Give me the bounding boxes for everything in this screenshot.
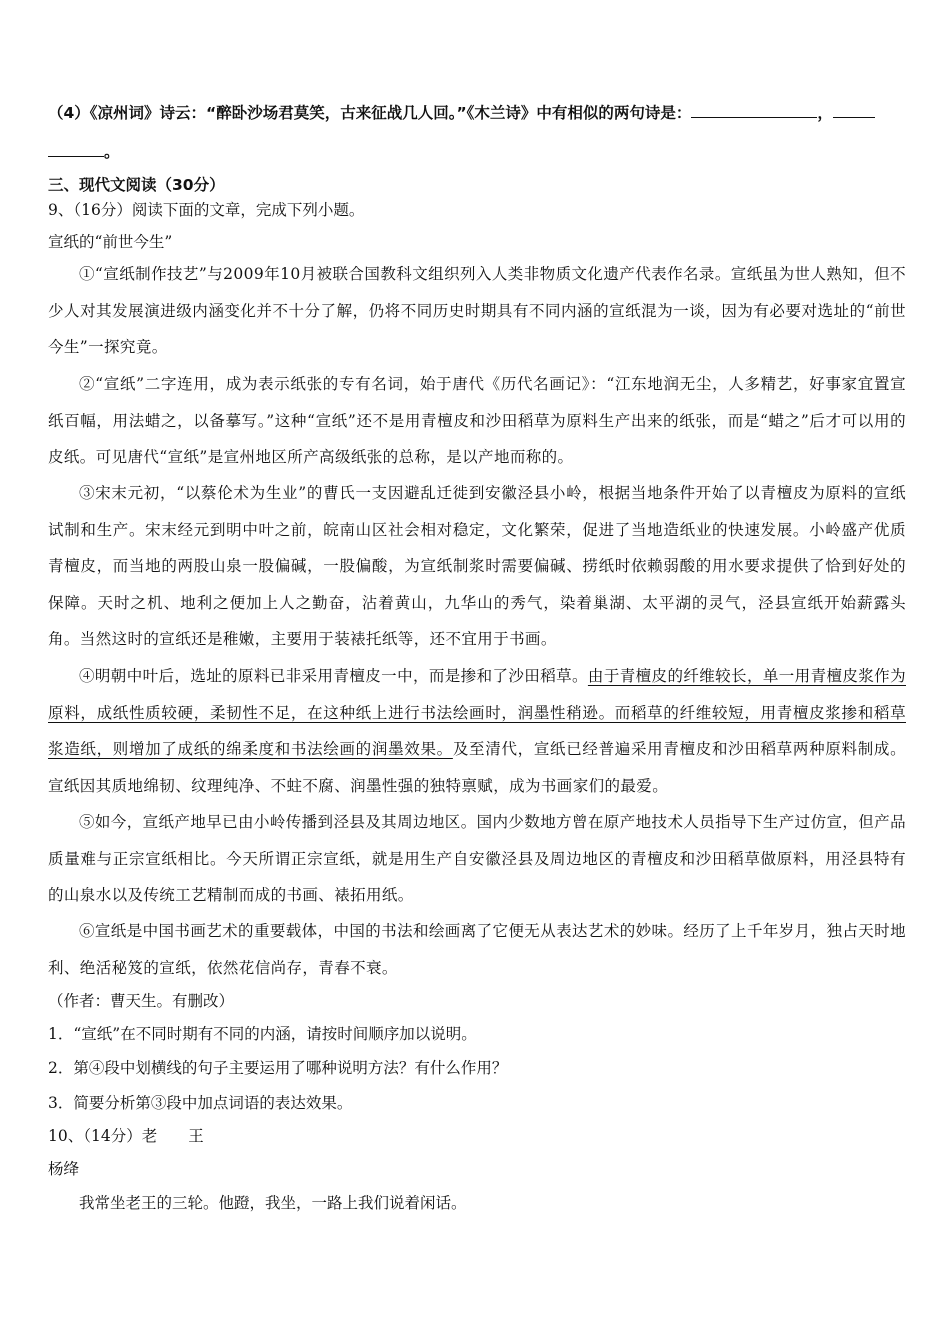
question-3: 3．简要分析第③段中加点词语的表达效果。 (48, 1094, 353, 1112)
q4-text: （4）《凉州词》诗云：“醉卧沙场君莫笑，古来征战几人回。”《木兰诗》中有相似的两句诗是： (48, 104, 692, 122)
paragraph-6: ⑥宣纸是中国书画艺术的重要载体，中国的书法和绘画离了它便无从表达艺术的妙味。经历了上千年岁月，独占天时地利、绝活秘笈的宣纸，依然花信尚存，青春不衰。 (48, 922, 906, 977)
q4-end: 。 (104, 143, 120, 161)
paragraph-1: ①“宣纸制作技艺”与2009年10月被联合国教科文组织列入人类非物质文化遗产代表作名录。宣纸虽为世人熟知，但不少人对其发展演进级内涵变化并不十分了解，仍将不同历史时期具有不同内涵的宣纸混为一谈，因为有必要对选址的“前世今生”一探究竟。 (48, 265, 906, 356)
q4-line (48, 103, 906, 123)
paragraph-4-intro: ④明朝中叶后，选址的原料已非采用青檀皮一中，而是掺和了沙田稻草。 (79, 667, 588, 685)
q9-intro: 9、（16分）阅读下面的文章，完成下列小题。 (48, 201, 365, 219)
q10-paragraph-1: 我常坐老王的三轮。他蹬，我坐，一路上我们说着闲话。 (79, 1194, 467, 1212)
paragraph-5: ⑤如今，宣纸产地早已由小岭传播到泾县及其周边地区。国内少数地方曾在原产地技术人员指导下生产过仿宣，但产品质量难与正宗宣纸相比。今天所谓正宗宣纸，就是用生产自安徽泾县及周边地区的青檀皮和沙田稻草做原料，用泾县特有的山泉水以及传统工艺精制而成的书画、裱拓用纸。 (48, 813, 906, 904)
answer-blank-1[interactable] (691, 103, 817, 118)
q10-intro: 10、（14分）老 王 (48, 1127, 204, 1145)
answer-blank-2a[interactable] (833, 103, 875, 118)
paragraph-2: ②“宣纸”二字连用，成为表示纸张的专有名词，始于唐代《历代名画记》：“江东地润无尘，人多精艺，好事家宜置宣纸百幅，用法蜡之，以备摹写。”这种“宣纸”还不是用青檀皮和沙田稻草为原料生产出来的纸张，而是“蜡之”后才可以用的皮纸。可见唐代“宣纸”是宣州地区所产高级纸张的总称，是以产地而称的。 (48, 375, 906, 466)
q10-author: 杨绛 (48, 1160, 80, 1178)
question-1: 1．“宣纸”在不同时期有不同的内涵，请按时间顺序加以说明。 (48, 1025, 477, 1043)
paragraph-4 (48, 658, 906, 804)
section-heading: 三、现代文阅读（30分） (48, 176, 225, 194)
article-title: 宣纸的“前世今生” (48, 233, 173, 251)
article-source: （作者：曹天生。有删改） (48, 992, 235, 1010)
paragraph-3: ③宋末元初，“以蔡伦术为生业”的曹氏一支因避乱迁徙到安徽泾县小岭，根据当地条件开始了以青檀皮为原料的宣纸试制和生产。宋末经元到明中叶之前，皖南山区社会相对稳定，文化繁荣，促进了当地造纸业的快速发展。小岭盛产优质青檀皮，而当地的两股山泉一股偏碱，一股偏酸，为宣纸制浆时需要偏碱、捞纸时依赖弱酸的用水要求提供了恰到好处的保障。天时之机、地利之便加上人之勤奋，沾着黄山，九华山的秀气，染着巢湖、太平湖的灵气，泾县宣纸开始薪露头角。当然这时的宣纸还是稚嫩，主要用于装裱托纸等，还不宜用于书画。 (48, 484, 906, 648)
question-2: 2．第④段中划横线的句子主要运用了哪种说明方法？有什么作用？ (48, 1059, 508, 1077)
answer-blank-2b[interactable] (48, 142, 104, 157)
underlined-sentence: 由于青檀皮的纤维较长，单一用青檀皮浆作为原料，成纸性质较硬，柔韧性不足，在这种纸上进行书法绘画时，润墨性稍逊。而稻草的纤维较短，用青檀皮浆掺和稻草浆造纸，则增加了成纸的绵柔度和书法绘画的润墨效果。 (48, 667, 906, 758)
q4-line-2 (48, 142, 906, 162)
q4-comma: ， (817, 104, 833, 122)
paragraph-4-rest: 及至清代，宣纸已经普遍采用青檀皮和沙田稻草两种原料制成。宣纸因其质地绵韧、纹理纯净、不蛀不腐、润墨性强的独特禀赋，成为书画家们的最爱。 (48, 740, 906, 795)
